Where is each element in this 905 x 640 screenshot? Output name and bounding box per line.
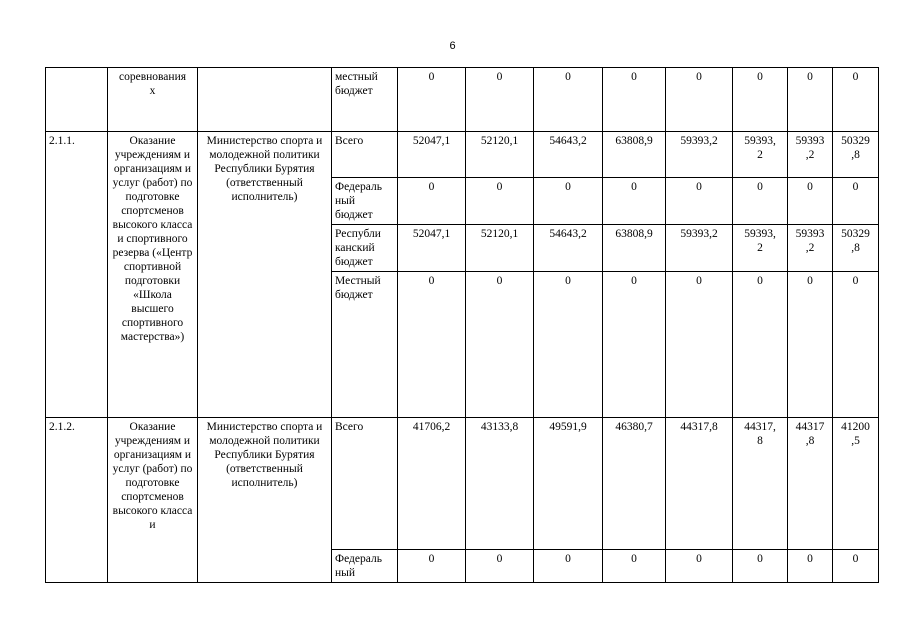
value-cell: 0 [733, 68, 788, 132]
value-cell: 0 [398, 550, 466, 583]
value-cell: 0 [534, 272, 603, 418]
value-cell: 59393, 2 [733, 132, 788, 178]
funding-source: Федераль ный [332, 550, 398, 583]
value-cell: 0 [466, 550, 534, 583]
executor: Министерство спорта и молодежной политики Республики Бурятия (ответственный исполнитель) [198, 132, 332, 418]
row-code: 2.1.2. [46, 418, 108, 583]
value-cell: 0 [788, 178, 833, 225]
value-cell: 41200 ,5 [833, 418, 879, 550]
value-cell: 0 [603, 178, 666, 225]
funding-source: Всего [332, 132, 398, 178]
funding-source: Всего [332, 418, 398, 550]
value-cell: 0 [603, 550, 666, 583]
value-cell: 46380,7 [603, 418, 666, 550]
funding-source: Федераль ный бюджет [332, 178, 398, 225]
value-cell: 52047,1 [398, 225, 466, 272]
table-row [46, 68, 879, 132]
value-cell: 63808,9 [603, 225, 666, 272]
value-cell: 0 [733, 272, 788, 418]
value-cell: 43133,8 [466, 418, 534, 550]
funding-source: Местный бюджет [332, 272, 398, 418]
value-cell: 0 [833, 550, 879, 583]
value-cell: 0 [733, 550, 788, 583]
value-cell: 50329 ,8 [833, 225, 879, 272]
value-cell: 0 [534, 550, 603, 583]
value-cell: 0 [666, 272, 733, 418]
measure-name: соревнования х [108, 68, 198, 132]
row-code: 2.1.1. [46, 132, 108, 418]
value-cell: 44317, 8 [733, 418, 788, 550]
value-cell: 44317 ,8 [788, 418, 833, 550]
value-cell: 0 [833, 178, 879, 225]
value-cell: 0 [833, 68, 879, 132]
measure-name: Оказание учреждениям и организациям и услуг (работ) по подготовке спортсменов высокого класса и спортивного резерва («Центр спортивной подготовки «Школа высшего спортивного мастерства») [108, 132, 198, 418]
value-cell: 54643,2 [534, 225, 603, 272]
funding-source: Республи канский бюджет [332, 225, 398, 272]
value-cell: 0 [534, 178, 603, 225]
row-code [46, 68, 108, 132]
funding-source: местный бюджет [332, 68, 398, 132]
value-cell: 0 [398, 68, 466, 132]
value-cell: 59393, 2 [733, 225, 788, 272]
budget-table [45, 67, 879, 583]
value-cell: 52120,1 [466, 132, 534, 178]
value-cell: 52120,1 [466, 225, 534, 272]
value-cell: 59393 ,2 [788, 225, 833, 272]
value-cell: 0 [466, 68, 534, 132]
value-cell: 44317,8 [666, 418, 733, 550]
value-cell: 0 [398, 178, 466, 225]
value-cell: 0 [534, 68, 603, 132]
value-cell: 0 [398, 272, 466, 418]
value-cell: 59393,2 [666, 225, 733, 272]
value-cell: 63808,9 [603, 132, 666, 178]
value-cell: 0 [666, 178, 733, 225]
measure-name: Оказание учреждениям и организациям и услуг (работ) по подготовке спортсменов высокого класса и [108, 418, 198, 583]
value-cell: 0 [466, 272, 534, 418]
value-cell: 0 [733, 178, 788, 225]
value-cell: 59393,2 [666, 132, 733, 178]
table-row [46, 132, 879, 178]
value-cell: 50329 ,8 [833, 132, 879, 178]
value-cell: 49591,9 [534, 418, 603, 550]
value-cell: 0 [788, 68, 833, 132]
executor [198, 68, 332, 132]
value-cell: 0 [666, 550, 733, 583]
table-row [46, 418, 879, 550]
value-cell: 0 [666, 68, 733, 132]
value-cell: 41706,2 [398, 418, 466, 550]
value-cell: 59393 ,2 [788, 132, 833, 178]
value-cell: 0 [603, 68, 666, 132]
value-cell: 54643,2 [534, 132, 603, 178]
value-cell: 52047,1 [398, 132, 466, 178]
value-cell: 0 [833, 272, 879, 418]
value-cell: 0 [788, 550, 833, 583]
value-cell: 0 [603, 272, 666, 418]
executor: Министерство спорта и молодежной политики Республики Бурятия (ответственный исполнитель) [198, 418, 332, 583]
value-cell: 0 [788, 272, 833, 418]
page-number: 6 [449, 40, 456, 52]
value-cell: 0 [466, 178, 534, 225]
